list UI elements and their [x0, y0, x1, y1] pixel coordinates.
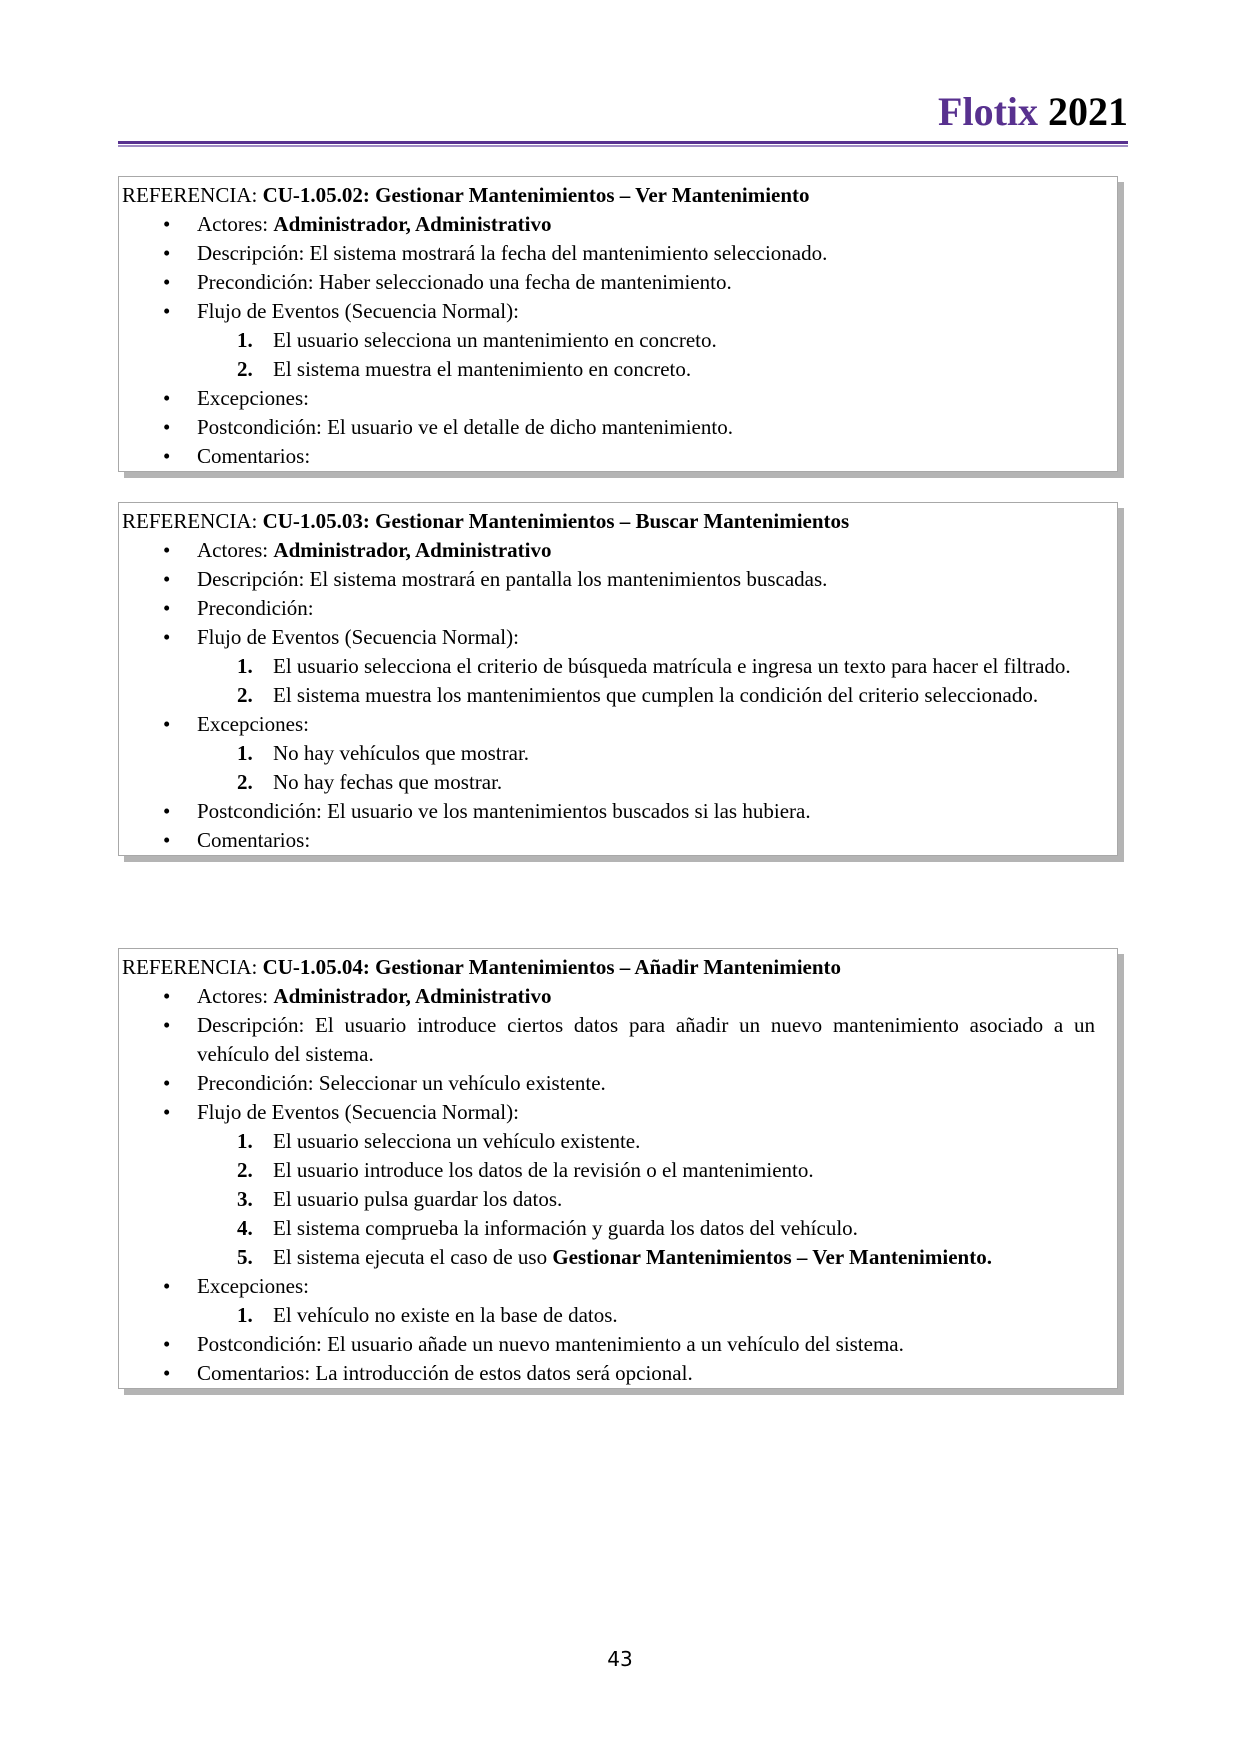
reference-title: CU-1.05.04: Gestionar Mantenimientos – Añadir Mantenimiento	[262, 955, 842, 979]
comments-item: • Comentarios: La introducción de estos datos será opcional.	[163, 1361, 693, 1385]
precondition-item: • Precondición: Seleccionar un vehículo existente.	[163, 1071, 606, 1095]
document-header	[938, 88, 1128, 136]
actors-value: Administrador, Administrativo	[273, 212, 552, 236]
exception-step: 1. El vehículo no existe en la base de datos.	[237, 1303, 618, 1327]
use-case-box-3	[118, 948, 1118, 1389]
flow-step: 1. El usuario selecciona el criterio de búsqueda matrícula e ingresa un texto para hacer el filtrado.	[237, 654, 1071, 678]
use-case-reference	[119, 177, 1117, 210]
flow-item: • Flujo de Eventos (Secuencia Normal): 1. El usuario selecciona un mantenimiento en concreto. 2. El sistema muestra el mantenimiento en concreto.	[119, 297, 1117, 384]
exceptions-item: • Excepciones:	[163, 386, 309, 410]
flow-step: 2. El sistema muestra los mantenimientos que cumplen la condición del criterio seleccionado.	[237, 683, 1039, 707]
flow-step: 4. El sistema comprueba la información y guarda los datos del vehículo.	[237, 1216, 858, 1240]
postcondition-item: • Postcondición: El usuario añade un nuevo mantenimiento a un vehículo del sistema.	[163, 1332, 904, 1356]
reference-label: REFERENCIA:	[122, 509, 258, 533]
use-case-reference	[119, 503, 1117, 536]
actors-value: Administrador, Administrativo	[273, 984, 552, 1008]
comments-item: • Comentarios:	[163, 828, 311, 852]
flow-step: 2. El usuario introduce los datos de la revisión o el mantenimiento.	[237, 1158, 814, 1182]
flow-step: 2. El sistema muestra el mantenimiento en concreto.	[237, 357, 692, 381]
flow-step: 1. El usuario selecciona un mantenimiento en concreto.	[237, 328, 717, 352]
exceptions-item: • Excepciones: 1. El vehículo no existe en la base de datos.	[119, 1272, 1117, 1330]
description-item: • Descripción: El usuario introduce ciertos datos para añadir un nuevo mantenimiento asociado a un vehículo del sistema.	[163, 1013, 1095, 1066]
exception-step: 2. No hay fechas que mostrar.	[237, 770, 503, 794]
actors-item: • Actores: Administrador, Administrativo	[163, 212, 552, 236]
header-year: 2021	[1048, 89, 1128, 134]
description-item: • Descripción: El sistema mostrará en pantalla los mantenimientos buscadas.	[163, 567, 828, 591]
description-item: • Descripción: El sistema mostrará la fecha del mantenimiento seleccionado.	[163, 241, 828, 265]
exceptions-item: • Excepciones: 1. No hay vehículos que mostrar. 2. No hay fechas que mostrar.	[119, 710, 1117, 797]
comments-item: • Comentarios:	[163, 444, 311, 468]
flow-step: 3. El usuario pulsa guardar los datos.	[237, 1187, 563, 1211]
exception-step: 1. No hay vehículos que mostrar.	[237, 741, 530, 765]
flow-item: • Flujo de Eventos (Secuencia Normal): 1. El usuario selecciona el criterio de búsqueda matrícula e ingresa un texto para hacer el filtrado. 2. El sistema muestra los mantenimientos que cumplen la condición del criterio seleccionado.	[119, 623, 1117, 710]
reference-title: CU-1.05.02: Gestionar Mantenimientos – Ver Mantenimiento	[262, 183, 810, 207]
reference-title: CU-1.05.03: Gestionar Mantenimientos – Buscar Mantenimientos	[262, 509, 850, 533]
actors-value: Administrador, Administrativo	[273, 538, 552, 562]
use-case-reference-link: Gestionar Mantenimientos – Ver Mantenimiento.	[552, 1245, 992, 1269]
actors-item: • Actores: Administrador, Administrativo	[163, 538, 552, 562]
postcondition-item: • Postcondición: El usuario ve el detalle de dicho mantenimiento.	[163, 415, 733, 439]
flow-item: • Flujo de Eventos (Secuencia Normal): 1. El usuario selecciona un vehículo existente. 2. El usuario introduce los datos de la revisión o el mantenimiento. 3. El usuario pulsa guardar los datos. 4. El sistema comprueba la información y guarda los datos del vehículo. 5. El sistema ejecuta el caso de uso Gestionar Mantenimientos – Ver Mantenimiento.	[119, 1098, 1117, 1272]
postcondition-item: • Postcondición: El usuario ve los mantenimientos buscados si las hubiera.	[163, 799, 811, 823]
precondition-item: • Precondición: Haber seleccionado una fecha de mantenimiento.	[163, 270, 732, 294]
actors-item: • Actores: Administrador, Administrativo	[163, 984, 552, 1008]
page-number: 43	[607, 1647, 633, 1671]
flow-step: 1. El usuario selecciona un vehículo existente.	[237, 1129, 641, 1153]
use-case-box-2	[118, 502, 1118, 856]
flow-step: 5. El sistema ejecuta el caso de uso Gestionar Mantenimientos – Ver Mantenimiento.	[237, 1245, 992, 1269]
reference-label: REFERENCIA:	[122, 183, 258, 207]
precondition-item: • Precondición:	[163, 596, 314, 620]
header-rule	[118, 141, 1128, 144]
reference-label: REFERENCIA:	[122, 955, 258, 979]
use-case-box-1	[118, 176, 1118, 472]
brand-name: Flotix	[938, 89, 1038, 134]
use-case-reference	[119, 949, 1117, 982]
header-rule-thin	[118, 145, 1128, 147]
